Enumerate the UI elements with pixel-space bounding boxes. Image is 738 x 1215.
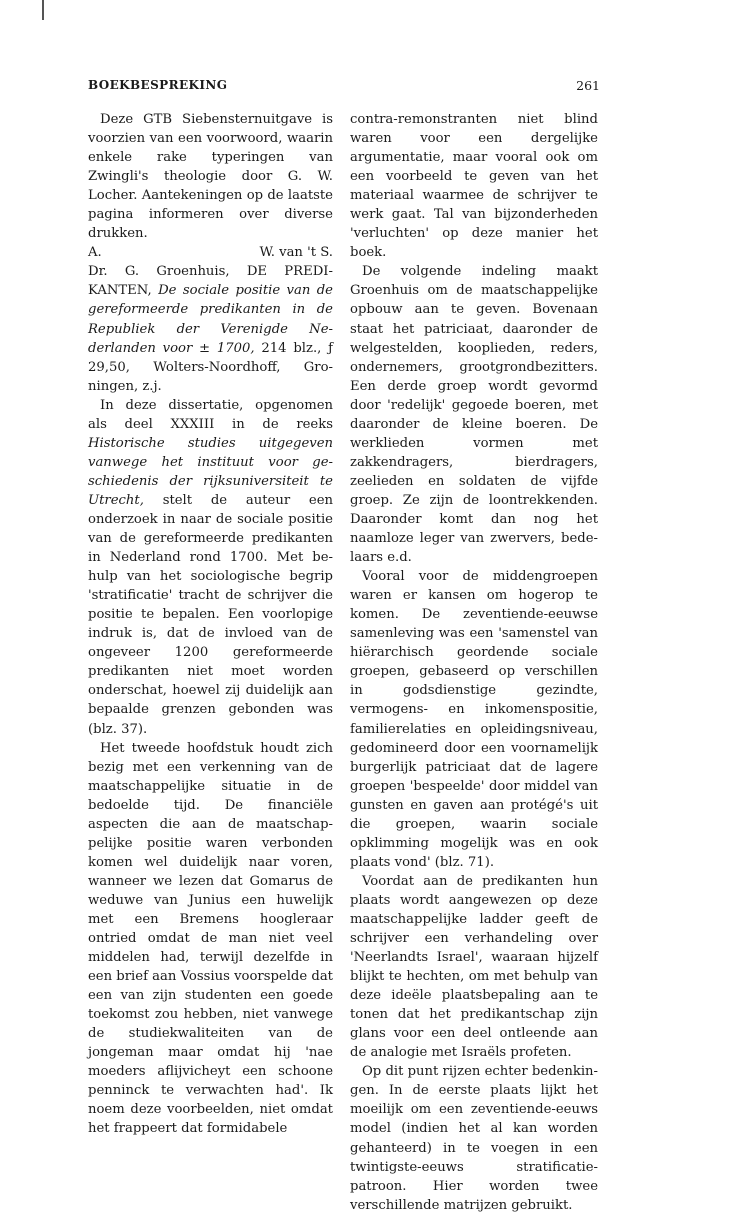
running-header <box>88 78 600 98</box>
left-column <box>88 110 333 1139</box>
book-title: DE PREDIKANTEN, <box>88 264 333 299</box>
section-title: BOEKBESPREKING <box>88 78 228 92</box>
book-author: Dr. G. Groenhuis, <box>88 264 230 280</box>
book-subtitle: De sociale positie van de gereformeerde predikanten in de Republiek der Verenigde Nederlanden voor ± 1700, <box>88 283 333 356</box>
signature-row <box>88 243 333 262</box>
paragraph-text: In deze dissertatie, opgenomen als deel XXXIII in de reeks <box>88 397 333 432</box>
paragraph <box>88 396 333 739</box>
page-edge-line <box>42 0 44 20</box>
paragraph: Vooral voor de middengroepen waren er kansen om hogerop te komen. De zeventiende-eeuwse samenleving was een 'samenstel van hiërarchisch geordende sociale groepen, gebaseerd op verschillen in godsdienstige gezindte, vermogens- en inkomenspositie, familierelaties en opleidingsniveau, gedomineerd door een voornamelijk burgerlijk patriciaat dat de lagere groepen 'bespeelde' door middel van gunsten en gaven aan protégé's uit die groepen, waarin sociale opklimming mogelijk was en ook plaats vond' (blz. 71). <box>350 569 598 870</box>
reviewer-signature: W. van 't S. <box>259 245 333 261</box>
book-citation <box>88 262 333 395</box>
paragraph: De volgende indeling maakt Groenhuis om de maatschappelijke opbouw aan te geven. Bovenaan staat het patriciaat, daaronder de welgestelden, kooplieden, reders, ondernemers, grootgrondbezitters. Een derde groep wordt gevormd door 'redelijk' gegoede boeren, met daaronder de kleine boeren. De werklieden vormen met zakkendragers, bierdragers, zeelieden en soldaten de vijfde groep. Ze zijn de loontrekkenden. Daaronder komt dan nog het naamloze leger van zwervers, bedelaars e.d. <box>350 264 598 566</box>
paragraph: contra-remonstranten niet blind waren voor een dergelijke argumentatie, maar vooral ook om een voorbeeld te geven van het materiaal waarmee de schrijver te werk gaat. Tal van bijzonderheden 'verluchten' op deze manier het boek. <box>350 112 598 261</box>
page-number: 261 <box>576 78 600 93</box>
book-details: 214 blz., ƒ 29,50, Wolters-Noordhoff, Groningen, z.j. <box>88 340 333 394</box>
paragraph-text: stelt de auteur een onderzoek in naar de sociale positie van de gereformeerde predikanten in Nederland rond 1700. Met behulp van het sociologische begrip 'stratificatie' tracht de schrijver die positie te bepalen. Een voorlopige indruk is, dat de invloed van de ongeveer 1200 gereformeerde predikanten niet moet worden onderschat, hoewel zij duidelijk aan bepaalde grenzen gebonden was (blz. 37). <box>88 492 333 737</box>
series-title: Historische studies uitgegeven vanwege het instituut voor geschiedenis der rijksuniversiteit te Utrecht, <box>88 435 333 508</box>
paragraph: Voordat aan de predikanten hun plaats wordt aangewezen op deze maatschappelijke ladder geeft de schrijver een verhandeling over 'Neerlandts Israel', waaraan hijzelf blijkt te hechten, om met behulp van deze ideële plaatsbepaling aan te tonen dat het predikantschap zijn glans voor een deel ontleende aan de analogie met Israëls profeten. <box>350 873 598 1061</box>
intro-paragraph: Deze GTB Siebensternuitgave is voorzien van een voorwoord, waarin enkele rake typeringen van Zwingli's theologie door G. W. Locher. Aantekeningen op de laatste pagina informeren over diverse drukken. <box>88 112 333 242</box>
paragraph: Het tweede hoofdstuk houdt zich bezig met een verkenning van de maatschappelijke situatie in de bedoelde tijd. De financiële aspecten die aan de maatschappelijke positie waren verbonden komen wel duidelijk naar voren, wanneer we lezen dat Gomarus de weduwe van Junius een huwelijk met een Bremens hoogleraar ontried omdat de man niet veel middelen had, terwijl dezelfde in een brief aan Vossius voorspelde dat een van zijn studenten een goede toekomst zou hebben, niet vanwege de studiekwaliteiten van de jongeman maar omdat hij 'nae moeders aflijvicheyt een schoone penninck te verwachten had'. Ik noem deze voorbeelden, niet omdat het frappeert dat formidabele <box>88 740 333 1137</box>
reviewer-initial: A. <box>88 245 102 261</box>
right-column <box>350 110 598 1215</box>
paragraph: Op dit punt rijzen echter bedenkingen. In de eerste plaats lijkt het moeilijk om een zeventiende-eeuws model (indien het al kan worden gehanteerd) in te voegen in een twintigste-eeuws stratificatiepatroon. Hier worden twee verschillende matrijzen gebruikt. <box>350 1064 599 1213</box>
